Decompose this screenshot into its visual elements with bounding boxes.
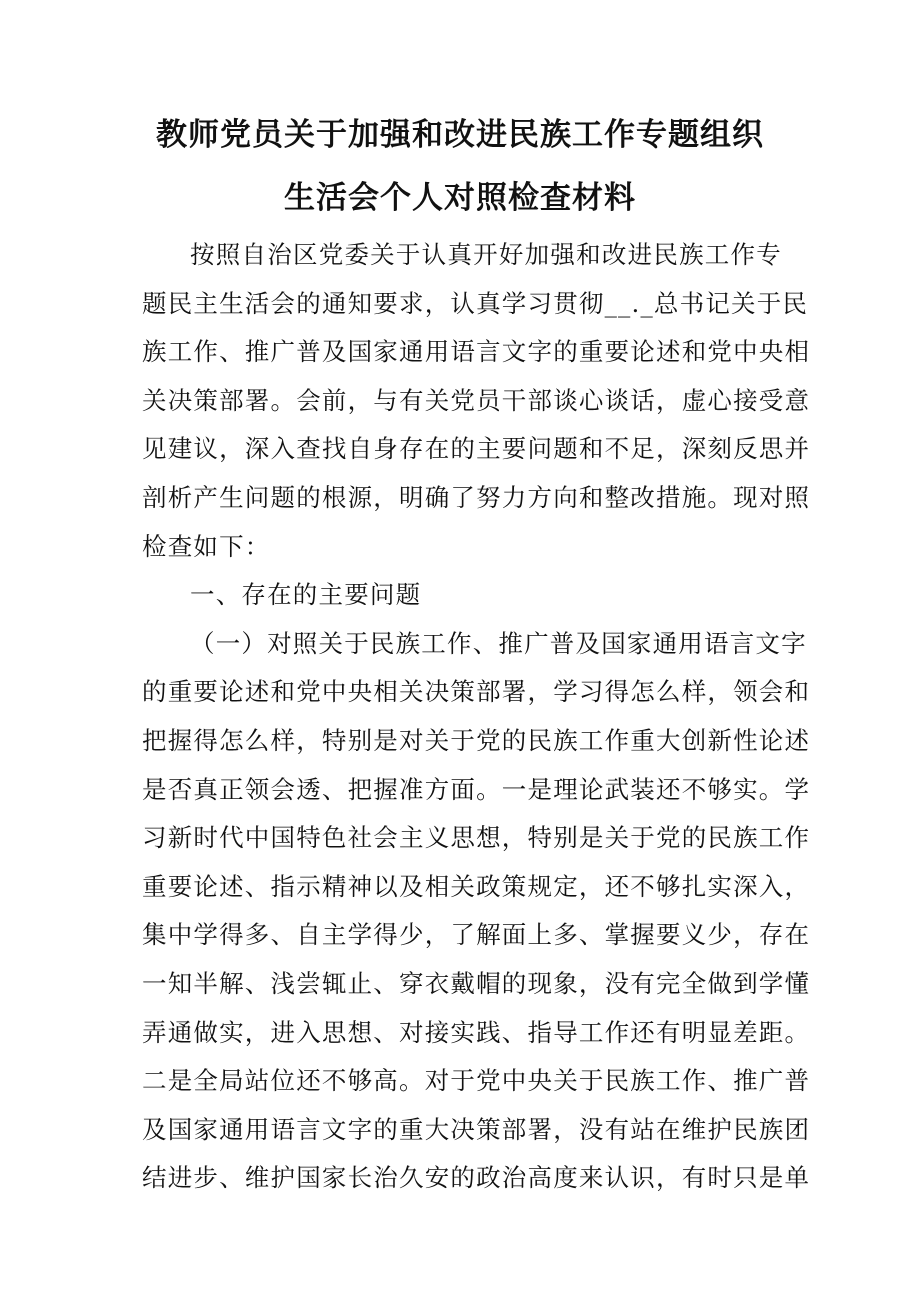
body-line: 结进步、维护国家长治久安的政治高度来认识，有时只是单 <box>142 1163 811 1193</box>
body-line: 一知半解、浅尝辄止、穿衣戴帽的现象，没有完全做到学懂 <box>142 969 811 998</box>
body-line: 剖析产生问题的根源，明确了努力方向和整改措施。现对照 <box>142 483 811 512</box>
body-line: 是否真正领会透、把握准方面。一是理论武装还不够实。学 <box>142 774 811 804</box>
body-line: （一）对照关于民族工作、推广普及国家通用语言文字 <box>190 628 807 658</box>
body-line: 及国家通用语言文字的重大决策部署，没有站在维护民族团 <box>142 1114 811 1144</box>
body-line: 族工作、推广普及国家通用语言文字的重要论述和党中央相 <box>142 337 811 367</box>
body-line: 集中学得多、自主学得少，了解面上多、掌握要义少，存在 <box>142 920 811 950</box>
body-line: 习新时代中国特色社会主义思想，特别是关于党的民族工作 <box>142 823 811 853</box>
body-line: 弄通做实，进入思想、对接实践、指导工作还有明显差距。 <box>142 1017 811 1047</box>
body-line: 一、存在的主要问题 <box>190 580 422 610</box>
body-line: 把握得怎么样，特别是对关于党的民族工作重大创新性论述 <box>142 726 811 755</box>
document-title-line-1: 教师党员关于加强和改进民族工作专题组织 <box>156 117 764 153</box>
body-line: 检查如下： <box>142 531 271 561</box>
body-line: 重要论述、指示精神以及相关政策规定，还不够扎实深入， <box>142 871 811 901</box>
body-line: 见建议，深入查找自身存在的主要问题和不足，深刻反思并 <box>142 434 811 464</box>
body-line: 二是全局站位还不够高。对于党中央关于民族工作、推广普 <box>142 1066 811 1096</box>
body-line: 的重要论述和党中央相关决策部署，学习得怎么样，领会和 <box>142 677 811 707</box>
body-line: 按照自治区党委关于认真开好加强和改进民族工作专 <box>190 240 782 269</box>
body-line: 题民主生活会的通知要求，认真学习贯彻__._总书记关于民 <box>142 288 809 318</box>
body-line: 关决策部署。会前，与有关党员干部谈心谈话，虚心接受意 <box>142 385 811 415</box>
document-title-line-2: 生活会个人对照检查材料 <box>284 180 636 216</box>
document-body <box>142 0 811 1302</box>
